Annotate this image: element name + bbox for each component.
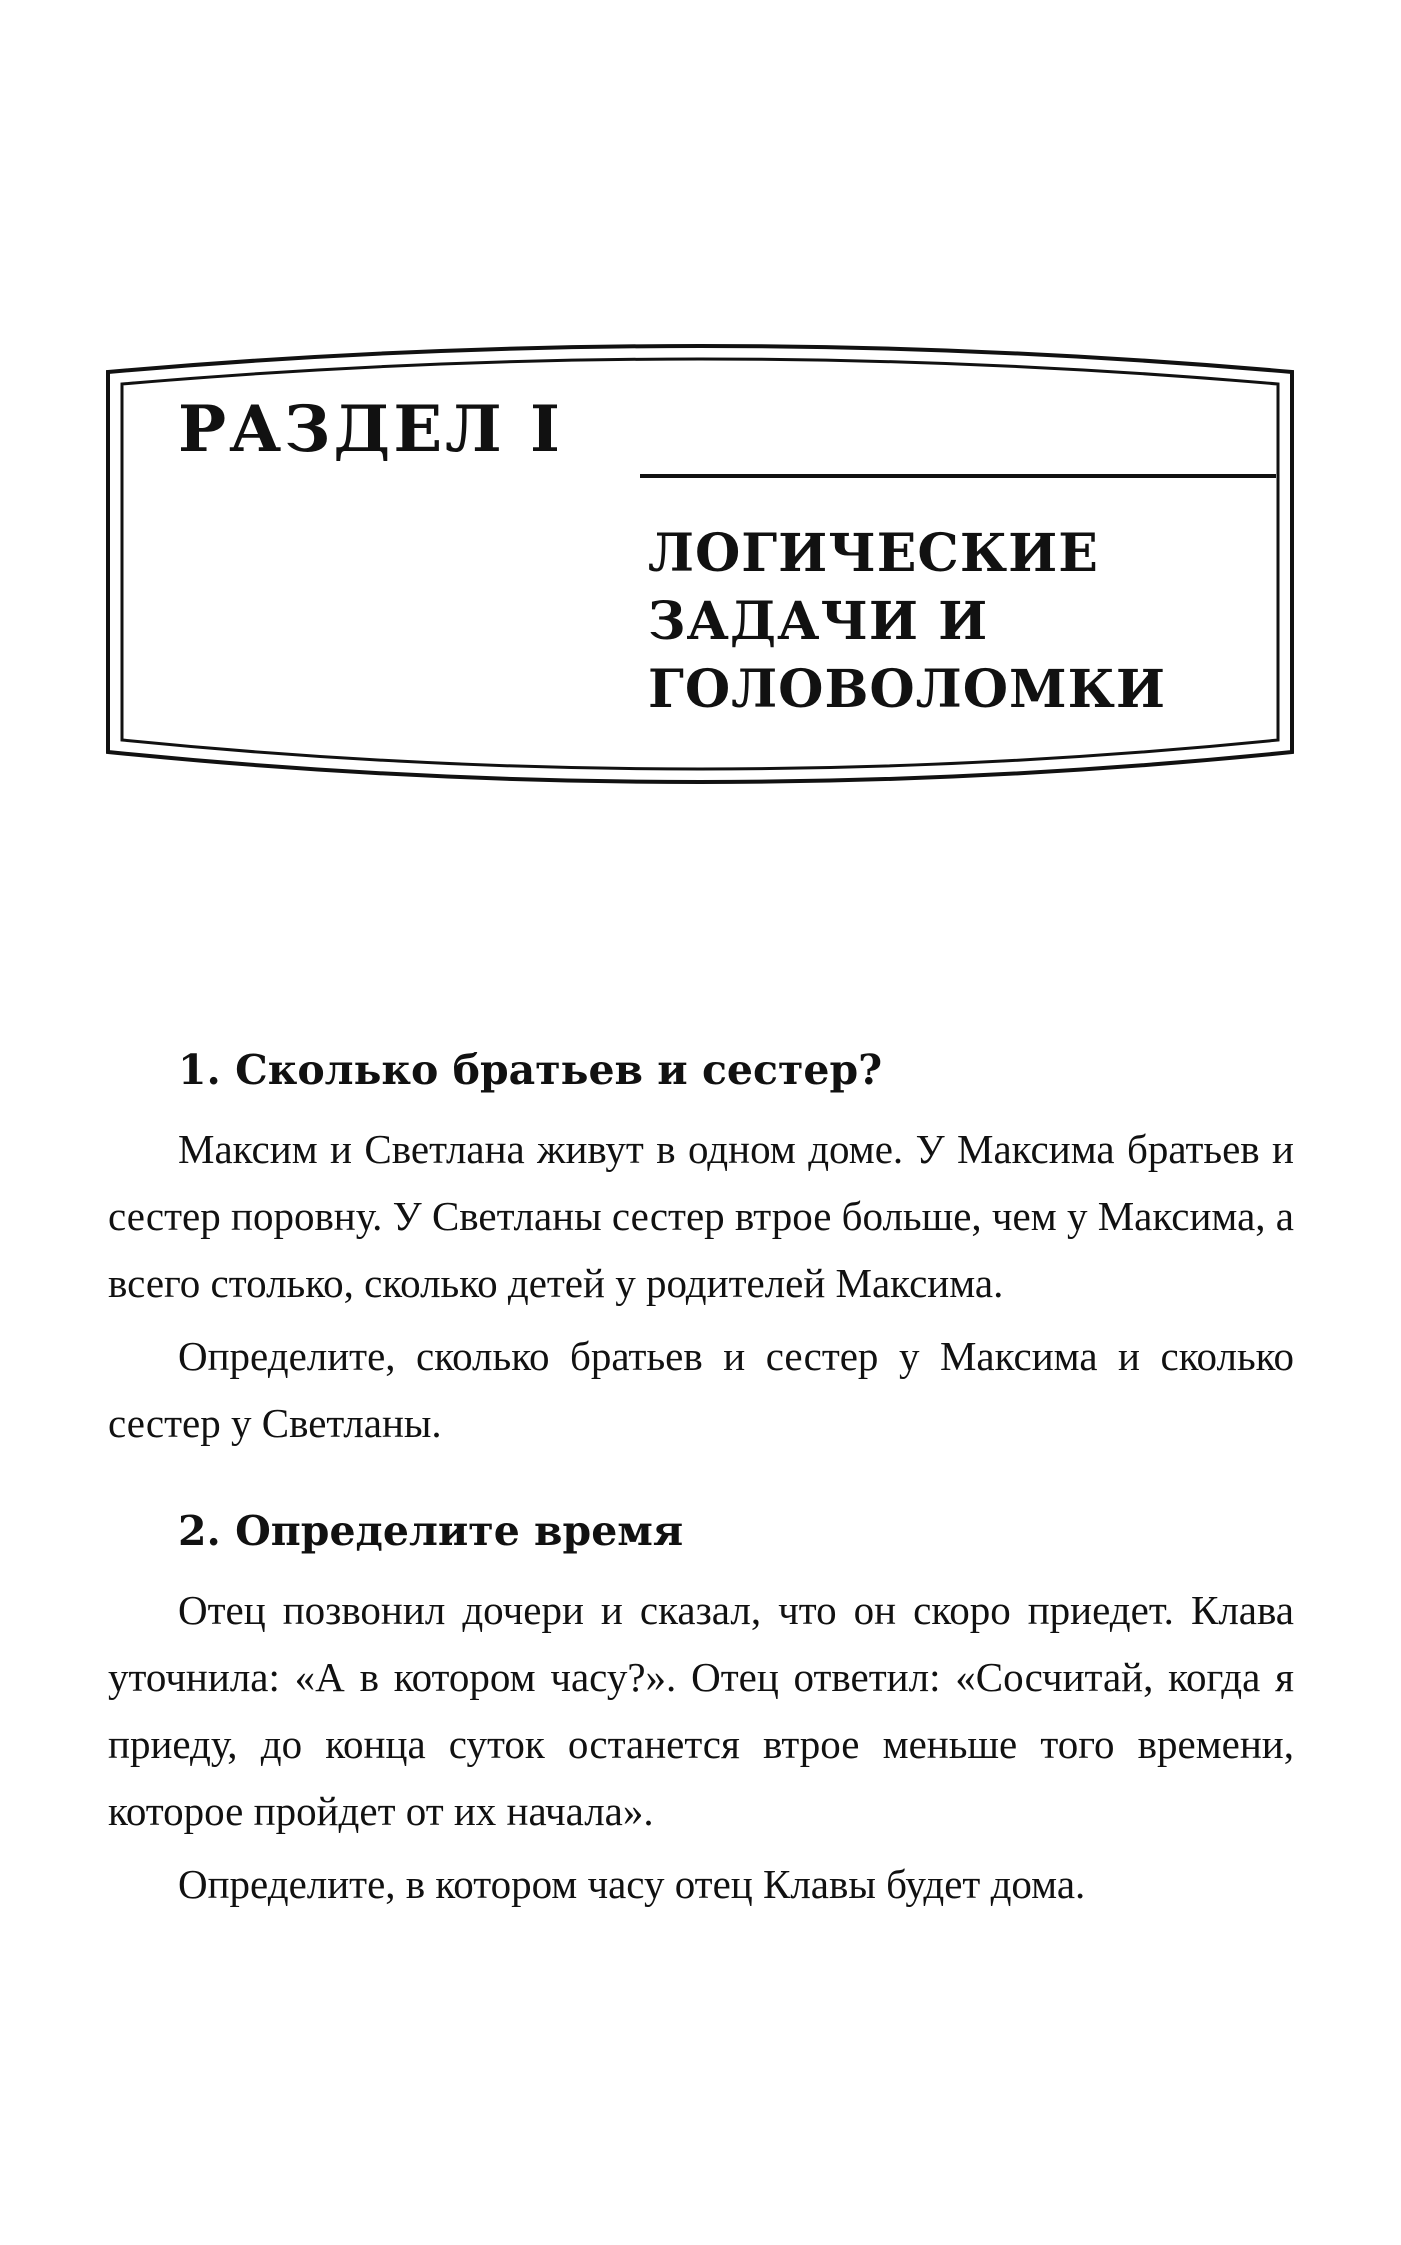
problems-content — [108, 1040, 1294, 1918]
problem-text: Отец позвонил дочери и сказал, что он скоро приедет. Клава уточнила: «А в котором часу?». Отец ответил: «Сосчитай, когда я приеду, до конца суток останется втрое меньше того времени, которое пройдет от их начала». — [108, 1587, 1294, 1834]
section-title — [648, 520, 1166, 724]
section-divider — [640, 474, 1276, 478]
problem-text: Максим и Светлана живут в одном доме. У Максима братьев и сестер поровну. У Светланы сестер втрое больше, чем у Максима, а всего столько, сколько детей у родителей Максима. — [108, 1126, 1294, 1306]
problem-2 — [108, 1501, 1294, 1918]
section-title-line: ЛОГИЧЕСКИЕ — [648, 523, 1099, 584]
problem-title: 1. Сколько братьев и сестер? — [178, 1046, 883, 1094]
section-label: РАЗДЕЛ I — [178, 392, 563, 467]
problem-1 — [108, 1040, 1294, 1457]
problem-title: 2. Определите время — [178, 1507, 684, 1555]
problem-question: Определите, в котором часу отец Клавы будет дома. — [178, 1861, 1086, 1907]
section-title-line: ГОЛОВОЛОМКИ — [648, 659, 1166, 720]
problem-question: Определите, сколько братьев и сестер у Максима и сколько сестер у Светланы. — [108, 1333, 1294, 1446]
section-title-line: ЗАДАЧИ И — [648, 591, 989, 652]
